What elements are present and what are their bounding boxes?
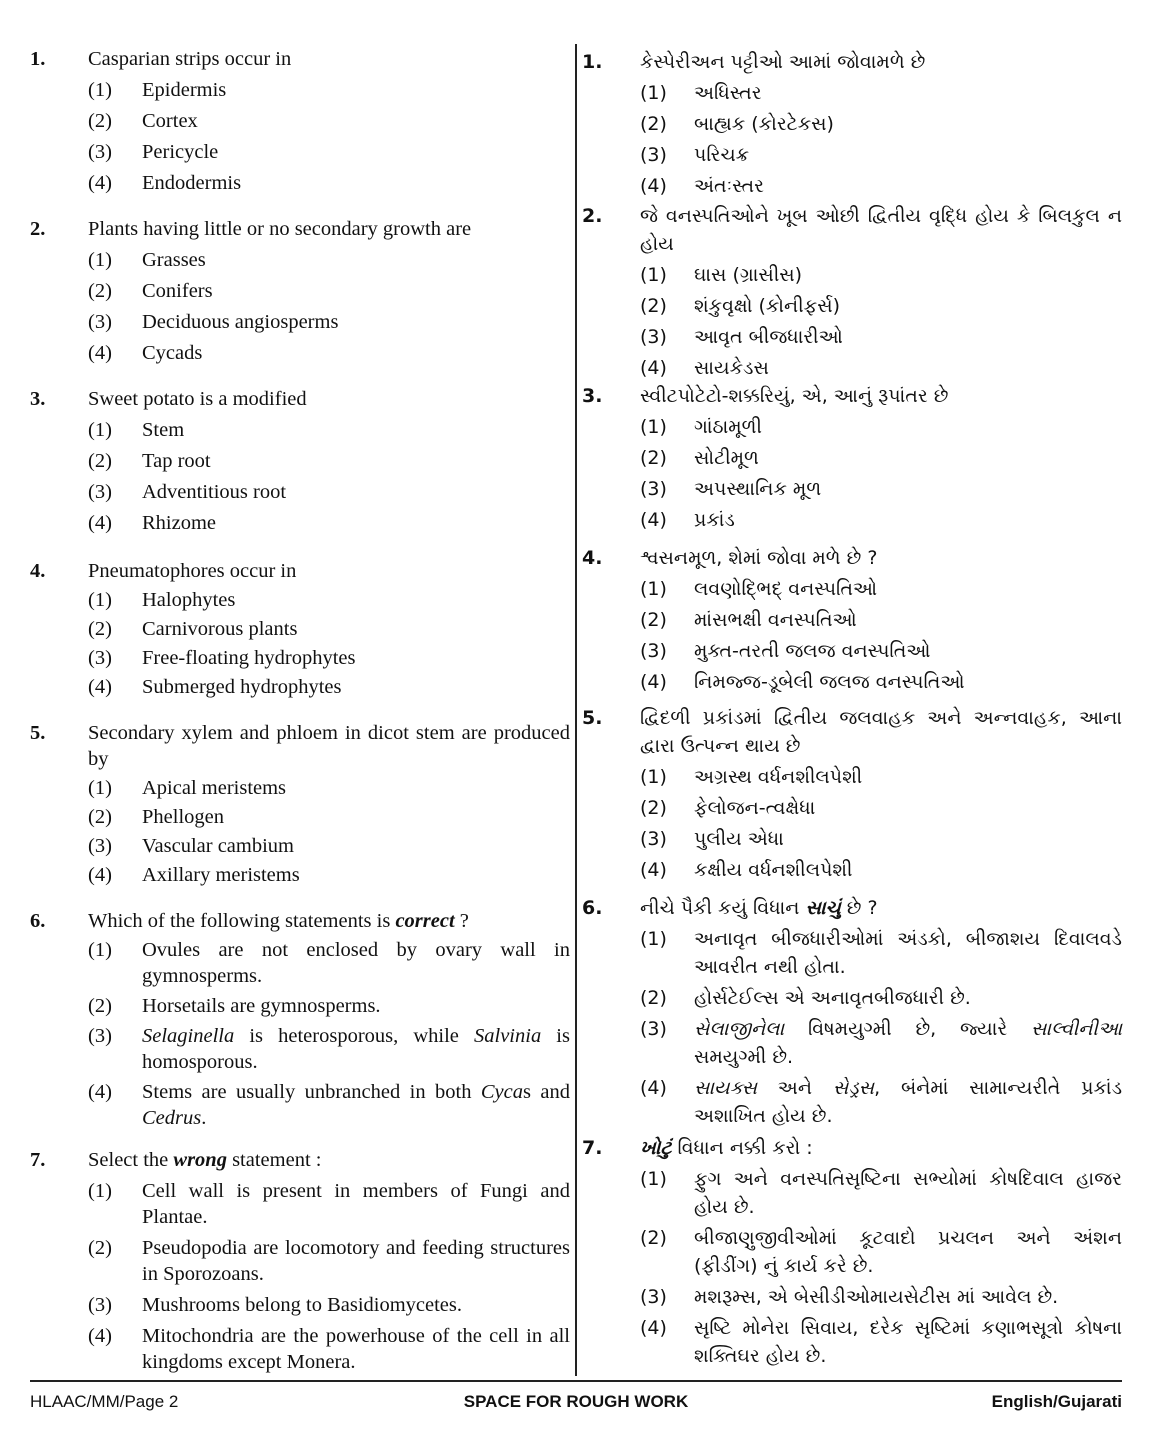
- option: [30, 417, 570, 443]
- option-number: (1): [640, 82, 667, 104]
- option-number: (3): [88, 1294, 112, 1316]
- option: [30, 170, 570, 196]
- option: [30, 1323, 570, 1375]
- question-text: જે વનસ્પતિઓને ખૂબ ઓછી દ્વિતીય વૃદ્ધિ હોય કે બિલકુલ ન હોય: [640, 205, 1122, 255]
- option-text-part: Stems are usually unbranched in both: [142, 1081, 481, 1103]
- option-number: (4): [640, 357, 667, 379]
- option-text: Vascular cambium: [142, 835, 294, 857]
- question-number: 2.: [30, 218, 46, 240]
- option: [30, 479, 570, 505]
- option-number: (2): [640, 447, 667, 469]
- question-text-part: statement :: [226, 1149, 322, 1171]
- question-text-part: વિધાન નક્કી કરો :: [671, 1137, 813, 1159]
- option: [30, 937, 570, 989]
- question-number: 6.: [30, 910, 46, 932]
- question-number: 4.: [582, 547, 603, 569]
- option: [582, 1015, 1122, 1071]
- option-text: Conifers: [142, 280, 213, 302]
- question-2-gu: [582, 202, 1122, 382]
- option-text: સોટીમૂળ: [694, 447, 759, 469]
- option-text: Phellogen: [142, 806, 224, 828]
- option-text: Epidermis: [142, 79, 227, 101]
- option-text: [142, 1079, 570, 1131]
- genus-name: Cyca: [480, 1081, 523, 1103]
- option-text: સાયકેડસ: [694, 357, 769, 379]
- option-number: (4): [640, 859, 667, 881]
- question-number: 1.: [30, 48, 46, 70]
- option-text: અનાવૃત બીજધારીઓમાં અંડકો, બીજાશય દિવાલવડે આવરીત નથી હોતા.: [694, 928, 1122, 978]
- question-text: [640, 894, 1122, 922]
- option: [582, 637, 1122, 665]
- question-text: કેસ્પેરીઅન પટ્ટીઓ આમાં જોવામળે છે: [640, 51, 926, 73]
- option-text: બીજાણુજીવીઓમાં કૂટવાદો પ્રચલન અને અંશન (ફીડીંગ) નું કાર્ય કરે છે.: [694, 1227, 1122, 1277]
- option-text: બાહ્યક (કોરટેકસ): [694, 113, 834, 135]
- option-text-part: અને: [756, 1077, 833, 1099]
- option-number: (2): [88, 450, 112, 472]
- option-text-part: , બંનેમાં સામાન્યરીતે પ્રકાંડ અશાખિત હોય છે.: [694, 1077, 1122, 1127]
- option-number: (4): [640, 671, 667, 693]
- option-text: Cycads: [142, 342, 203, 364]
- option-text: સૃષ્ટિ મોનેરા સિવાય, દરેક સૃષ્ટિમાં કણાભસૂત્રો કોષના શક્તિઘર હોય છે.: [694, 1317, 1122, 1367]
- option-number: (1): [88, 249, 112, 271]
- option-text: Free-floating hydrophytes: [142, 647, 356, 669]
- option-number: (4): [640, 1077, 667, 1099]
- option-text: કક્ષીય વર્ધનશીલપેશી: [694, 859, 853, 881]
- option-number: (1): [88, 419, 112, 441]
- option: [582, 354, 1122, 382]
- question-text: [88, 908, 570, 934]
- option: [30, 278, 570, 304]
- language-label: English/Gujarati: [991, 1392, 1122, 1411]
- genus-name: સાયક્સ: [694, 1077, 757, 1099]
- option-text-part: s and: [523, 1081, 570, 1103]
- option-text: Axillary meristems: [142, 864, 300, 886]
- option: [582, 292, 1122, 320]
- option: [582, 1314, 1122, 1370]
- emphasis-word: સાચું: [805, 897, 841, 919]
- question-text-part: Which of the following statements is: [88, 910, 396, 932]
- question-number: 1.: [582, 51, 603, 73]
- option: [30, 993, 570, 1019]
- option-number: (4): [88, 512, 112, 534]
- option: [30, 1178, 570, 1230]
- option-text: Submerged hydrophytes: [142, 676, 342, 698]
- option: [582, 794, 1122, 822]
- option-number: (3): [640, 640, 667, 662]
- option: [582, 1283, 1122, 1311]
- option: [582, 606, 1122, 634]
- option-text: ફેલોજન-ત્વક્ષેધા: [694, 797, 816, 819]
- option-text: [694, 1074, 1122, 1130]
- option-text: Pseudopodia are locomotory and feeding structures in Sporozoans.: [142, 1237, 570, 1285]
- option-text: Mitochondria are the powerhouse of the cell in all kingdoms except Monera.: [142, 1325, 570, 1373]
- option: [30, 775, 570, 801]
- option-text: Halophytes: [142, 589, 236, 611]
- genus-name: Selaginella: [142, 1025, 235, 1047]
- question-text: [640, 1134, 1122, 1162]
- option-number: (1): [88, 79, 112, 101]
- question-text-part: Select the: [88, 1149, 174, 1171]
- option: [582, 323, 1122, 351]
- option: [30, 139, 570, 165]
- option-text: શંકુવૃક્ષો (કોનીફર્સ): [694, 295, 841, 317]
- option-text: Cortex: [142, 110, 198, 132]
- question-number: 3.: [582, 385, 603, 407]
- question-number: 7.: [30, 1149, 46, 1171]
- option-number: (4): [88, 342, 112, 364]
- question-6-en: [30, 908, 570, 1131]
- option-text: મશરૂમ્સ, એ બેસીડીઓમાયસેટીસ માં આવેલ છે.: [694, 1286, 1059, 1308]
- option: [582, 1224, 1122, 1280]
- option: [30, 804, 570, 830]
- option-number: (1): [640, 766, 667, 788]
- option: [582, 475, 1122, 503]
- option-number: (3): [88, 141, 112, 163]
- question-number: 2.: [582, 205, 603, 227]
- question-1-en: [30, 46, 570, 196]
- option-number: (2): [640, 609, 667, 631]
- option: [30, 616, 570, 642]
- option: [582, 825, 1122, 853]
- option-text: Tap root: [142, 450, 211, 472]
- option: [30, 1079, 570, 1131]
- option: [582, 141, 1122, 169]
- option-number: (2): [88, 280, 112, 302]
- question-text: સ્વીટપોટેટો-શક્કરિયું, એ, આનું રૂપાંતર છે: [640, 385, 949, 407]
- emphasis-word: correct: [395, 910, 455, 932]
- question-text-part: ?: [454, 910, 469, 932]
- option-text: માંસભક્ષી વનસ્પતિઓ: [694, 609, 857, 631]
- option: [582, 763, 1122, 791]
- option-number: (4): [88, 172, 112, 194]
- option: [582, 172, 1122, 200]
- option-number: (1): [88, 589, 112, 611]
- column-divider: [575, 44, 577, 1376]
- option-text-part: is heterosporous, while: [234, 1025, 475, 1047]
- option-number: (2): [640, 987, 667, 1009]
- option-text: Adventitious root: [142, 481, 287, 503]
- option-number: (4): [88, 1081, 112, 1103]
- question-6-gu: [582, 894, 1122, 1130]
- option-text: ઘાસ (ગ્રાસીસ): [694, 264, 803, 286]
- emphasis-word: wrong: [173, 1149, 227, 1171]
- option-text: Mushrooms belong to Basidiomycetes.: [142, 1294, 463, 1316]
- option-number: (1): [88, 777, 112, 799]
- question-number: 5.: [30, 722, 46, 744]
- option-number: (3): [88, 647, 112, 669]
- option: [30, 1235, 570, 1287]
- option-text: હોર્સટેઈલ્સ એ અનાવૃતબીજધારી છે.: [694, 987, 971, 1009]
- page-code: HLAAC/MM/Page 2: [30, 1392, 179, 1411]
- option-number: (3): [640, 1018, 667, 1040]
- option-number: (3): [88, 1025, 112, 1047]
- option-number: (4): [640, 509, 667, 531]
- option: [582, 79, 1122, 107]
- question-1-gu: [582, 48, 1122, 200]
- question-7-en: [30, 1147, 570, 1375]
- option-text-part: .: [201, 1107, 207, 1129]
- option-number: (2): [640, 113, 667, 135]
- option: [30, 448, 570, 474]
- option: [30, 77, 570, 103]
- option: [582, 575, 1122, 603]
- option-text: Ovules are not enclosed by ovary wall in gymnosperms.: [142, 939, 570, 987]
- option-number: (2): [88, 618, 112, 640]
- option-number: (3): [88, 311, 112, 333]
- option-number: (3): [640, 144, 667, 166]
- option-text: અંતઃસ્તર: [694, 175, 764, 197]
- option: [582, 1074, 1122, 1130]
- question-text: [88, 1147, 570, 1173]
- option: [30, 247, 570, 273]
- question-number: 4.: [30, 560, 46, 582]
- option-text-part: is homosporous.: [142, 1025, 570, 1073]
- option-text: નિમજ્જ-ડૂબેલી જલજ વનસ્પતિઓ: [694, 671, 965, 693]
- option-text: ગાંઠામૂળી: [694, 416, 762, 438]
- option-number: (4): [88, 676, 112, 698]
- option-text: અપસ્થાનિક મૂળ: [694, 478, 822, 500]
- option-text: અધિસ્તર: [694, 82, 762, 104]
- option-text: Pericycle: [142, 141, 219, 163]
- option: [582, 984, 1122, 1012]
- question-text: Secondary xylem and phloem in dicot stem are produced by: [88, 722, 570, 770]
- option: [582, 413, 1122, 441]
- option-number: (4): [640, 1317, 667, 1339]
- question-text: દ્વિદળી પ્રકાંડમાં દ્વિતીય જલવાહક અને અન્નવાહક, આના દ્વારા ઉત્પન્ન થાય છે: [640, 707, 1122, 757]
- option-text: પરિચક્ર: [694, 144, 750, 166]
- question-text: શ્વસનમૂળ, શેમાં જોવા મળે છે ?: [640, 547, 878, 569]
- option: [30, 1023, 570, 1075]
- option-number: (2): [88, 806, 112, 828]
- option-number: (3): [88, 835, 112, 857]
- question-5-en: [30, 720, 570, 888]
- option-text: અગ્રસ્થ વર્ધનશીલપેશી: [694, 766, 863, 788]
- question-number: 7.: [582, 1137, 603, 1159]
- option-number: (1): [640, 928, 667, 950]
- option-number: (1): [640, 1168, 667, 1190]
- option-text-part: સમયુગ્મી છે.: [694, 1046, 794, 1068]
- option: [582, 925, 1122, 981]
- option-text: Horsetails are gymnosperms.: [142, 995, 381, 1017]
- question-text: Pneumatophores occur in: [88, 560, 297, 582]
- option-text: [694, 1015, 1122, 1071]
- question-text: Casparian strips occur in: [88, 48, 292, 70]
- question-text-part: નીચે પૈકી કયું વિધાન: [640, 897, 806, 919]
- option-number: (2): [640, 797, 667, 819]
- option-number: (3): [640, 1286, 667, 1308]
- option-number: (3): [640, 478, 667, 500]
- question-number: 3.: [30, 388, 46, 410]
- rough-work-label: SPACE FOR ROUGH WORK: [463, 1392, 689, 1411]
- option: [30, 108, 570, 134]
- footer-rule: [30, 1380, 1122, 1382]
- genus-name: સાલ્વીનીઆ: [1031, 1018, 1122, 1040]
- option-number: (3): [640, 828, 667, 850]
- question-text: Plants having little or no secondary growth are: [88, 218, 472, 240]
- option: [30, 340, 570, 366]
- question-4-gu: [582, 544, 1122, 696]
- option-number: (4): [640, 175, 667, 197]
- genus-name: સેડ્રસ: [832, 1077, 875, 1099]
- option-number: (1): [88, 1180, 112, 1202]
- page-footer: [30, 1392, 1122, 1416]
- question-4-en: [30, 558, 570, 700]
- question-text: Sweet potato is a modified: [88, 388, 307, 410]
- genus-name: Cedrus: [142, 1107, 202, 1129]
- question-3-gu: [582, 382, 1122, 534]
- question-7-gu: [582, 1134, 1122, 1370]
- option-text: Stem: [142, 419, 185, 441]
- option-text: મુક્ત-તરતી જલજ વનસ્પતિઓ: [694, 640, 931, 662]
- option-text: પ્રકાંડ: [694, 509, 735, 531]
- option: [582, 506, 1122, 534]
- option: [30, 510, 570, 536]
- option-text: ફુગ અને વનસ્પતિસૃષ્ટિના સભ્યોમાં કોષદિવાલ હાજર હોય છે.: [694, 1168, 1122, 1218]
- option: [582, 110, 1122, 138]
- question-text-part: છે ?: [840, 897, 878, 919]
- question-2-en: [30, 216, 570, 366]
- option-number: (1): [640, 416, 667, 438]
- option-number: (1): [640, 264, 667, 286]
- option-number: (4): [88, 1325, 112, 1347]
- question-number: 6.: [582, 897, 603, 919]
- genus-name: Salvinia: [474, 1025, 542, 1047]
- option: [30, 309, 570, 335]
- option: [582, 1165, 1122, 1221]
- option: [582, 444, 1122, 472]
- option-number: (1): [640, 578, 667, 600]
- option: [30, 587, 570, 613]
- option-text: [142, 1023, 570, 1075]
- option-text: પુલીય એધા: [694, 828, 784, 850]
- option: [30, 833, 570, 859]
- option: [30, 645, 570, 671]
- option: [30, 1292, 570, 1318]
- option-number: (2): [640, 295, 667, 317]
- option: [30, 862, 570, 888]
- option-number: (2): [640, 1227, 667, 1249]
- option-text: Deciduous angiosperms: [142, 311, 339, 333]
- option-text: Rhizome: [142, 512, 217, 534]
- genus-name: સેલાજીનેલા: [694, 1018, 785, 1040]
- option-text: આવૃત બીજધારીઓ: [694, 326, 843, 348]
- option-number: (4): [88, 864, 112, 886]
- option-text: Grasses: [142, 249, 206, 271]
- option-text: Cell wall is present in members of Fungi and Plantae.: [142, 1180, 570, 1228]
- question-3-en: [30, 386, 570, 536]
- option-text-part: વિષમયુગ્મી છે, જ્યારે: [784, 1018, 1032, 1040]
- option-number: (2): [88, 1237, 112, 1259]
- option-number: (3): [88, 481, 112, 503]
- option: [582, 856, 1122, 884]
- option-text: લવણોદ્ભિદ્ વનસ્પતિઓ: [694, 578, 878, 600]
- option-number: (2): [88, 110, 112, 132]
- option-number: (3): [640, 326, 667, 348]
- option-text: Endodermis: [142, 172, 242, 194]
- option: [30, 674, 570, 700]
- emphasis-word: ખોટું: [640, 1137, 672, 1159]
- question-number: 5.: [582, 707, 603, 729]
- option-number: (1): [88, 939, 112, 961]
- option: [582, 668, 1122, 696]
- option-number: (2): [88, 995, 112, 1017]
- option-text: Apical meristems: [142, 777, 287, 799]
- option: [582, 261, 1122, 289]
- option-text: Carnivorous plants: [142, 618, 298, 640]
- question-5-gu: [582, 704, 1122, 884]
